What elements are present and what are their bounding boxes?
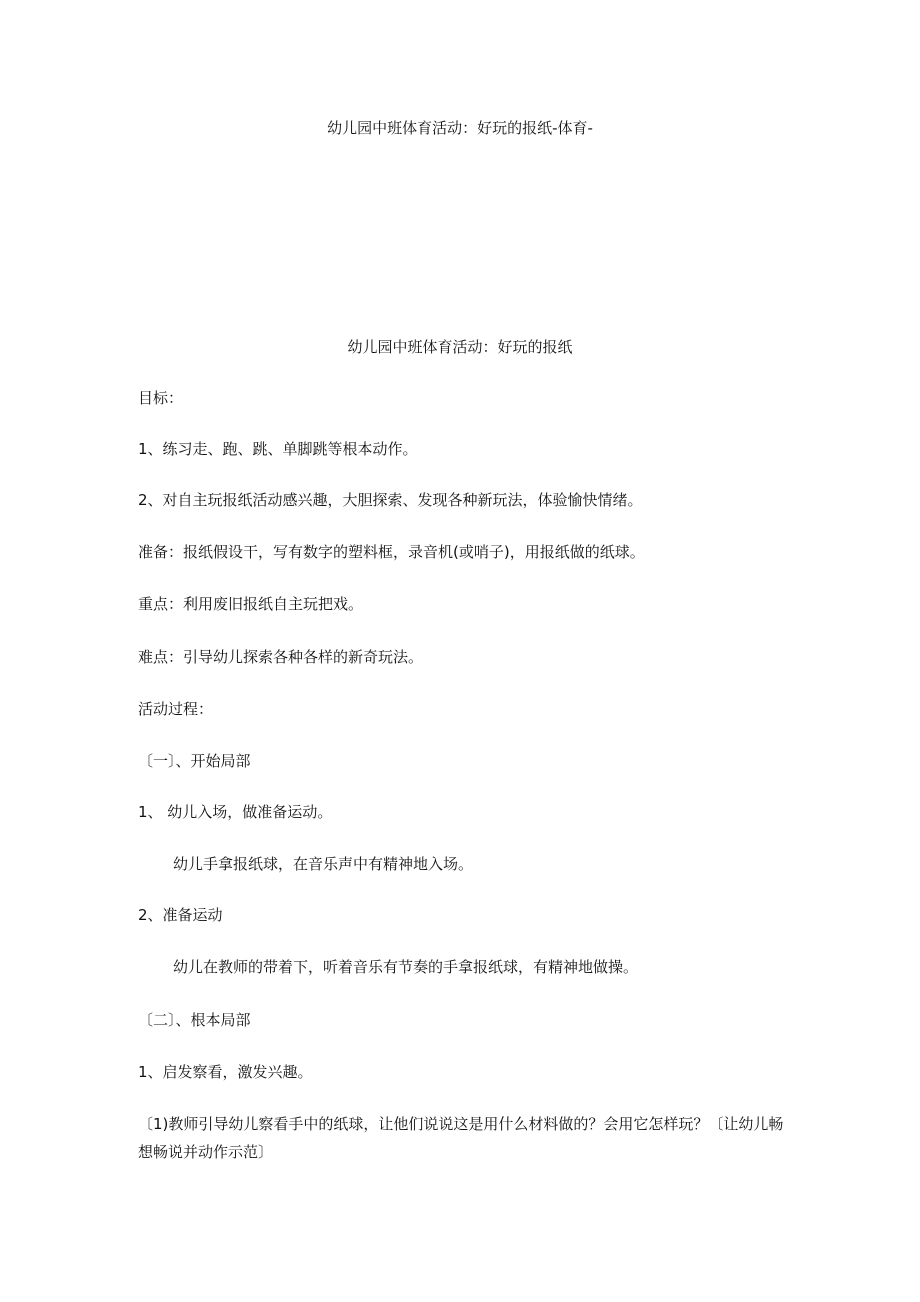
- paragraph: 幼儿在教师的带着下，听着音乐有节奏的手拿报纸球，有精神地做操。: [173, 958, 639, 976]
- paragraph: 活动过程：: [138, 700, 214, 718]
- paragraph: 重点：利用废旧报纸自主玩把戏。: [138, 595, 364, 613]
- section-heading: 〔一〕、开始局部: [138, 752, 251, 770]
- paragraph: 1、启发察看，激发兴趣。: [138, 1063, 313, 1081]
- paragraph: 幼儿手拿报纸球，在音乐声中有精神地入场。: [173, 855, 474, 873]
- heading: 幼儿园中班体育活动：好玩的报纸: [347, 338, 573, 356]
- paragraph: 2、准备运动: [138, 906, 223, 924]
- paragraph: 〔1)教师引导幼儿察看手中的纸球，让他们说说这是用什么材料做的？会用它怎样玩？〔让幼儿畅想畅说并动作示范〕: [138, 1115, 784, 1161]
- paragraph: 1、 幼儿入场，做准备运动。: [138, 803, 333, 821]
- paragraph: 准备：报纸假设干，写有数字的塑料框，录音机(或哨子)，用报纸做的纸球。: [138, 543, 645, 561]
- section-heading: 〔二〕、根本局部: [138, 1011, 251, 1029]
- paragraph: 难点：引导幼儿探索各种各样的新奇玩法。: [138, 648, 424, 666]
- document-title: 幼儿园中班体育活动：好玩的报纸-体育-: [327, 119, 593, 137]
- paragraph: 1、练习走、跑、跳、单脚跳等根本动作。: [138, 440, 418, 458]
- paragraph: 2、对自主玩报纸活动感兴趣，大胆探索、发现各种新玩法，体验愉快情绪。: [138, 491, 643, 509]
- paragraph: 目标：: [138, 389, 184, 407]
